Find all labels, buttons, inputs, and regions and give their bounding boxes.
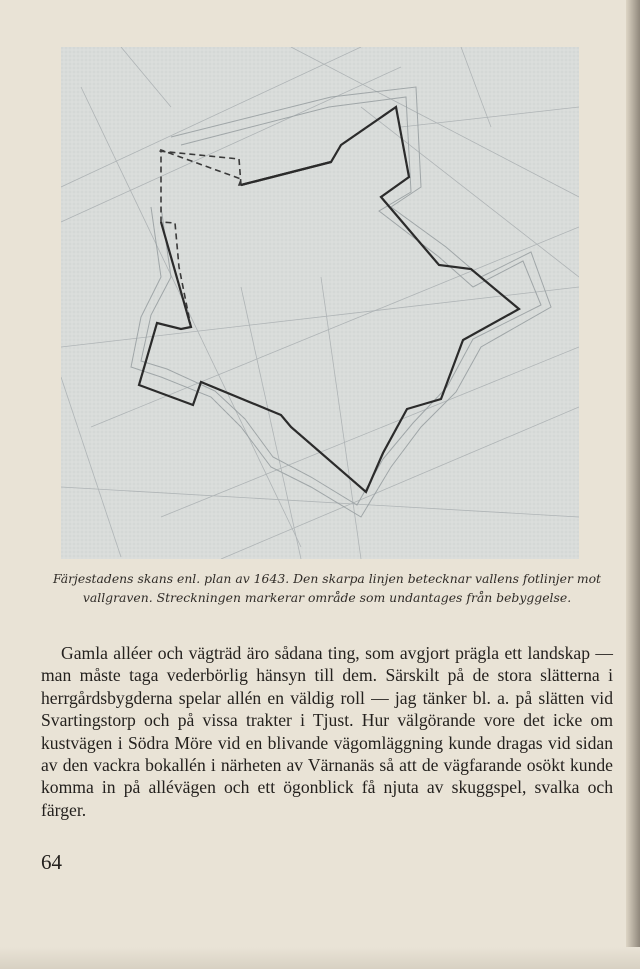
fortress-plan-drawing [61,47,579,559]
page-edge-shadow [626,0,640,969]
figure-caption: Färjestadens skans enl. plan av 1643. Den skarpa linjen betecknar vallens fotlinjer mot vallgraven. Streckningen markerar område som undantages från bebyggelse. [52,571,602,605]
page-number: 64 [41,850,62,874]
page-bottom-edge [0,947,640,969]
fortress-plan-figure [61,47,579,559]
body-paragraph: Gamla alléer och vägträd äro sådana ting, som avgjort prägla ett landskap — man måste taga vederbörlig hänsyn till dem. Särskilt på de stora slätterna i herrgårdsbygderna spelar allén en väldig roll — jag tänker bl. a. på slätten vid Svartingstorp och på vissa trakter i Tjust. Hur välgörande vore det icke om kustvägen i Södra Möre vid en blivande vägomläggning kunde dragas vid sidan av den vackra bokallén i närheten av Värnanäs så att de vägfarande osökt kunde komma in på allévägen och ett ögonblick få njuta av skuggspel, svalka och färger. [41,643,613,820]
